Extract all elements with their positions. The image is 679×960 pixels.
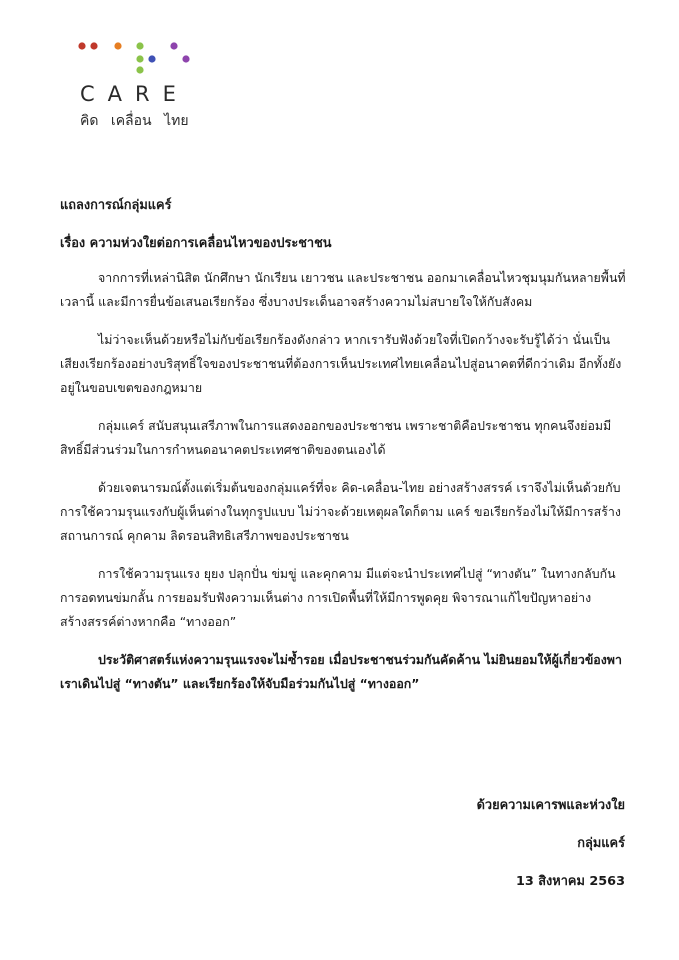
closing-line: ด้วยความเคารพและห่วงใย <box>476 798 625 813</box>
paragraph: การใช้ความรุนแรง ยุยง ปลุกปั่น ข่มขู่ และคุกคาม มีแต่จะนำประเทศไปสู่ “ทางตัน” ในทางกลับกัน การอดทนข่มกลั้น การยอมรับฟังความเห็นต่าง การเปิดพื้นที่ให้มีการพูดคุย พิจารณาแก้ไขปัญหาอย่างสร้างสรรค์ต่างหากคือ “ทางออก” <box>60 566 616 629</box>
care-dots-icon <box>78 42 198 78</box>
logo-dot <box>136 42 143 49</box>
logo-dot <box>182 55 189 62</box>
logo-dot <box>148 55 155 62</box>
logo-tagline: คิด เคลื่อน ไทย <box>80 113 189 129</box>
logo-dot <box>170 42 177 49</box>
logo-dot <box>90 42 97 49</box>
paragraph: ไม่ว่าจะเห็นด้วยหรือไม่กับข้อเรียกร้องดังกล่าว หากเรารับฟังด้วยใจที่เปิดกว้างจะรับรู้ได้ว่า นั่นเป็นเสียงเรียกร้องอย่างบริสุทธิ์ใจของประชาชนที่ต้องการเห็นประเทศไทยเคลื่อนไปสู่อนาคตที่ดีกว่าเดิม อีกทั้งยังอยู่ในขอบเขตของกฎหมาย <box>60 332 622 395</box>
statement-subject: เรื่อง ความห่วงใยต่อการเคลื่อนไหวของประชาชน <box>60 236 332 251</box>
statement-date: 13 สิงหาคม 2563 <box>515 874 625 889</box>
logo-dot <box>78 42 85 49</box>
logo-dot <box>136 55 143 62</box>
paragraph: ด้วยเจตนารมณ์ตั้งแต่เริ่มต้นของกลุ่มแคร์ที่จะ คิด-เคลื่อน-ไทย อย่างสร้างสรรค์ เราจึงไม่เห็นด้วยกับการใช้ความรุนแรงกับผู้เห็นต่างในทุกรูปแบบ ไม่ว่าจะด้วยเหตุผลใดก็ตาม แคร์ ขอเรียกร้องไม่ให้มีการสร้างสถานการณ์ คุกคาม ลิดรอนสิทธิเสรีภาพของประชาชน <box>60 480 621 543</box>
logo-dot <box>114 42 121 49</box>
logo-dot <box>136 66 143 73</box>
paragraph: จากการที่เหล่านิสิต นักศึกษา นักเรียน เยาวชน และประชาชน ออกมาเคลื่อนไหวชุมนุมกันหลายพื้นที่เวลานี้ และมีการยื่นข้อเสนอเรียกร้อง ซึ่งบางประเด็นอาจสร้างความไม่สบายใจให้กับสังคม <box>60 270 626 309</box>
logo-wordmark: CARE <box>80 82 189 106</box>
signature: กลุ่มแคร์ <box>577 836 625 851</box>
statement-body <box>60 194 626 696</box>
paragraph: กลุ่มแคร์ สนับสนุนเสรีภาพในการแสดงออกของประชาชน เพราะชาติคือประชาชน ทุกคนจึงย่อมมีสิทธิ์มีส่วนร่วมในการกำหนดอนาคตประเทศชาติของตนเองได้ <box>60 418 612 457</box>
statement-heading: แถลงการณ์กลุ่มแคร์ <box>60 198 172 213</box>
emphasis-paragraph: ประวัติศาสตร์แห่งความรุนแรงจะไม่ซ้ำรอย เมื่อประชาชนร่วมกันคัดค้าน ไม่ยินยอมให้ผู้เกี่ยวข้องพาเราเดินไปสู่ “ทางตัน” และเรียกร้องให้จับมือร่วมกันไปสู่ “ทางออก” <box>60 652 622 691</box>
care-logo <box>78 42 208 132</box>
